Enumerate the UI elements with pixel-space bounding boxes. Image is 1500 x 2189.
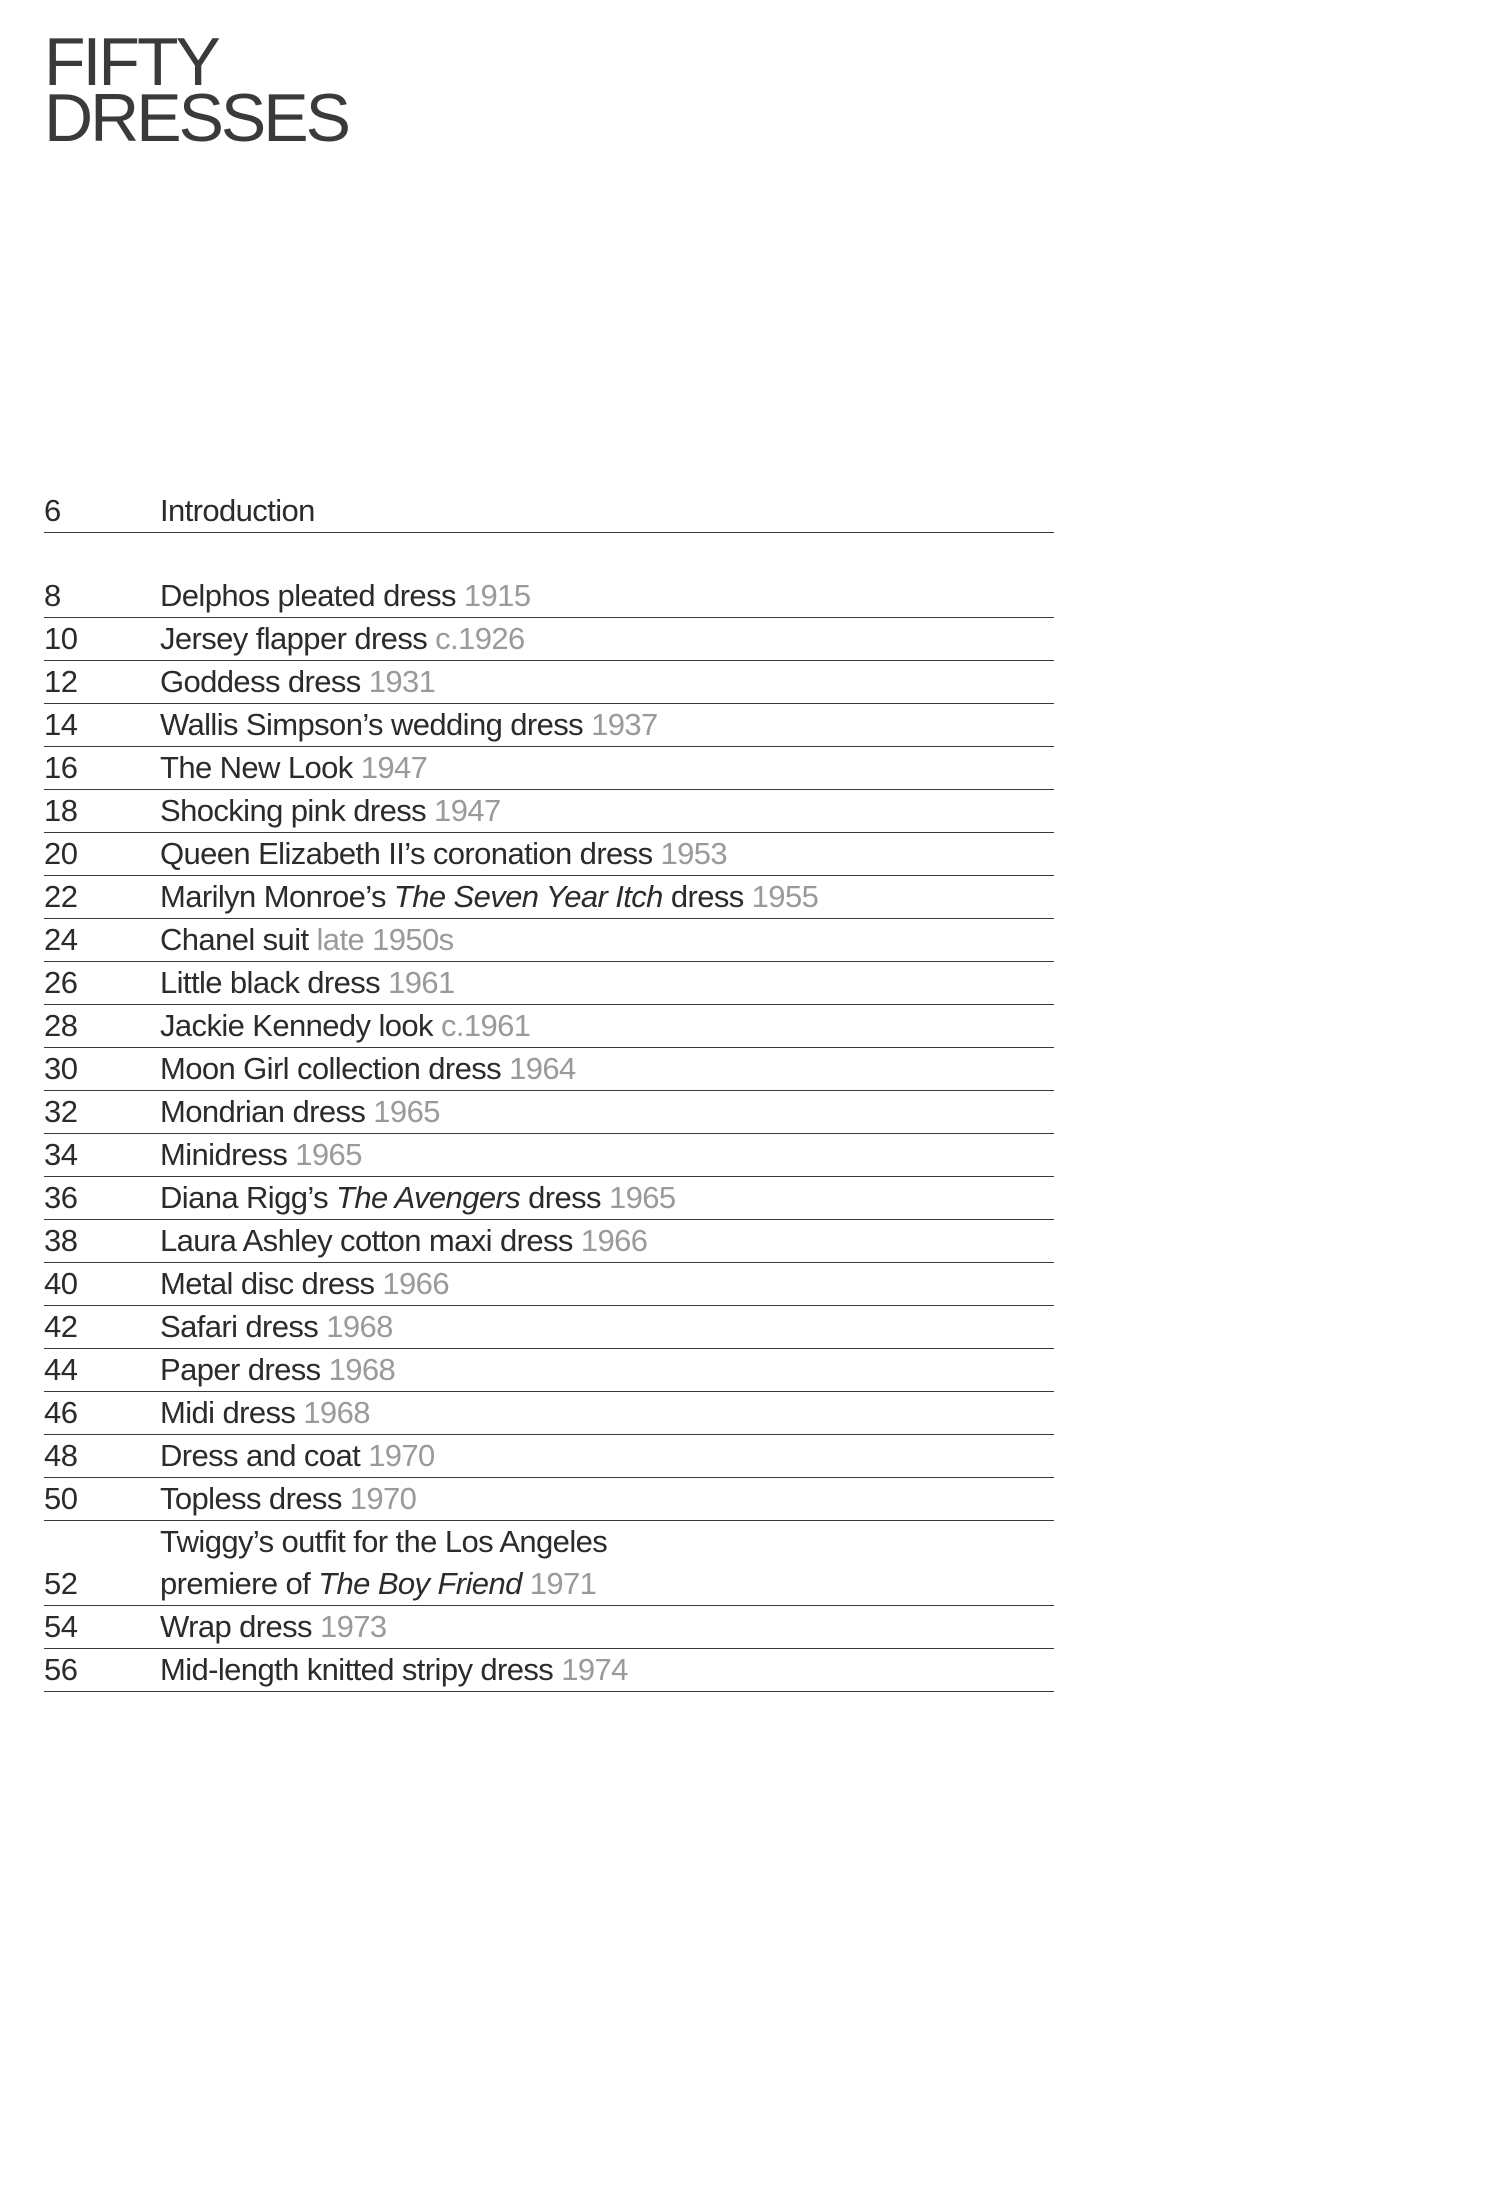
toc-entry-title [160, 618, 1054, 660]
toc-entry[interactable] [44, 962, 1054, 1005]
toc-entry[interactable] [44, 661, 1054, 704]
toc-entry[interactable] [44, 1478, 1054, 1521]
toc-entry-year: 1965 [608, 1180, 676, 1215]
toc-entry-text: Safari dress [160, 1309, 319, 1344]
toc-entry[interactable] [44, 575, 1054, 618]
toc-page-number: 36 [44, 1180, 78, 1215]
toc-page-number: 40 [44, 1266, 78, 1301]
toc-entry-year: 1968 [328, 1352, 396, 1387]
toc-page-number: 52 [44, 1566, 78, 1601]
toc-page-number: 48 [44, 1438, 78, 1473]
toc-entry-italic-title: The Avengers [336, 1180, 521, 1215]
toc-entry-year: 1974 [561, 1652, 628, 1687]
toc-entry[interactable] [44, 1048, 1054, 1091]
toc-entry-year: 1964 [509, 1051, 576, 1086]
toc-page-number: 38 [44, 1223, 78, 1258]
toc-entry-title [160, 1091, 1054, 1133]
toc-entry-title [160, 790, 1054, 832]
toc-entry-title [160, 575, 1054, 617]
toc-entry-year: 1970 [349, 1481, 417, 1516]
table-of-contents [44, 490, 1054, 1692]
toc-entry-text: Jackie Kennedy look [160, 1008, 433, 1043]
toc-page-number: 16 [44, 750, 78, 785]
toc-entry-title [160, 1263, 1054, 1305]
toc-page-number: 30 [44, 1051, 78, 1086]
toc-page-number: 34 [44, 1137, 78, 1172]
toc-entry-title [160, 1134, 1054, 1176]
toc-entry-title [160, 1606, 1054, 1648]
toc-entry-text: The New Look [160, 750, 353, 785]
title-line-1: FIFTY [44, 24, 218, 100]
toc-entry[interactable] [44, 747, 1054, 790]
toc-entry-text: Laura Ashley cotton maxi dress [160, 1223, 573, 1258]
toc-entry-year: 1937 [591, 707, 658, 742]
toc-page-number: 12 [44, 664, 78, 699]
toc-entry[interactable] [44, 1392, 1054, 1435]
toc-entry-year: 1971 [529, 1566, 597, 1601]
toc-entry[interactable] [44, 1263, 1054, 1306]
toc-entry[interactable] [44, 1606, 1054, 1649]
toc-entry[interactable] [44, 919, 1054, 962]
toc-entry-year: 1965 [373, 1094, 440, 1129]
toc-entry-year: 1931 [368, 664, 436, 699]
toc-entry-year: 1966 [382, 1266, 449, 1301]
title-line-2: DRESSES [44, 80, 348, 156]
toc-entry-title [160, 1478, 1054, 1520]
toc-entry-title [160, 1435, 1054, 1477]
toc-entry-text-suffix: dress [528, 1180, 601, 1215]
toc-entry-text: Moon Girl collection dress [160, 1051, 502, 1086]
toc-page-number: 54 [44, 1609, 78, 1644]
toc-entry-text: Midi dress [160, 1395, 296, 1430]
toc-entry[interactable] [44, 1005, 1054, 1048]
toc-entry-year: late 1950s [316, 922, 454, 957]
toc-entry-text: Queen Elizabeth II’s coronation dress [160, 836, 653, 871]
toc-entry-text: Mid-length knitted stripy dress [160, 1652, 554, 1687]
toc-page-number: 44 [44, 1352, 78, 1387]
toc-page-number: 42 [44, 1309, 78, 1344]
toc-entry-text: Minidress [160, 1137, 288, 1172]
toc-entry-year: 1915 [463, 578, 531, 613]
toc-entry[interactable] [44, 1091, 1054, 1134]
toc-entry-year: 1953 [660, 836, 728, 871]
toc-entry-title [160, 919, 1054, 961]
toc-entry-text: Paper dress [160, 1352, 321, 1387]
toc-entry-title [160, 1349, 1054, 1391]
toc-entry-title [160, 1048, 1054, 1090]
toc-entry-text: Little black dress [160, 965, 381, 1000]
toc-page-number: 32 [44, 1094, 78, 1129]
toc-entry[interactable] [44, 1649, 1054, 1692]
toc-entry[interactable] [44, 704, 1054, 747]
toc-entry-introduction[interactable] [44, 490, 1054, 533]
toc-entry-title-line: Twiggy’s outfit for the Los Angeles [160, 1524, 608, 1559]
toc-entry-title [160, 876, 1054, 918]
toc-entry-text: Dress and coat [160, 1438, 361, 1473]
toc-entry-title [160, 1220, 1054, 1262]
toc-entry-italic-title: The Seven Year Itch [393, 879, 663, 914]
toc-entry-title [160, 1392, 1054, 1434]
toc-entry[interactable] [44, 876, 1054, 919]
toc-entry-year: 1968 [303, 1395, 370, 1430]
toc-entry-list [44, 575, 1054, 1692]
toc-page-number: 22 [44, 879, 78, 914]
toc-entry-text: Shocking pink dress [160, 793, 427, 828]
toc-page-number: 10 [44, 621, 78, 656]
toc-entry[interactable] [44, 1435, 1054, 1478]
toc-entry-year: 1947 [360, 750, 428, 785]
toc-entry-year: 1965 [295, 1137, 362, 1172]
toc-page-number: 8 [44, 578, 61, 613]
toc-entry[interactable] [44, 1134, 1054, 1177]
toc-entry-title [160, 661, 1054, 703]
toc-page-number: 46 [44, 1395, 78, 1430]
toc-entry-text: Topless dress [160, 1481, 342, 1516]
toc-entry-title [160, 704, 1054, 746]
toc-page-number: 26 [44, 965, 78, 1000]
toc-page-number: 14 [44, 707, 78, 742]
toc-entry-year: 1968 [326, 1309, 393, 1344]
toc-entry-text: Goddess dress [160, 664, 361, 699]
toc-entry-title [160, 1306, 1054, 1348]
toc-entry-text-suffix: dress [670, 879, 744, 914]
toc-entry[interactable] [44, 833, 1054, 876]
toc-entry-title [160, 833, 1054, 875]
toc-page-number: 56 [44, 1652, 78, 1687]
toc-entry[interactable] [44, 1349, 1054, 1392]
toc-entry-text: Jersey flapper dress [160, 621, 428, 656]
toc-entry-italic-title: The Boy Friend [318, 1566, 522, 1601]
toc-entry-title: Introduction [160, 493, 315, 528]
toc-entry-year: 1955 [751, 879, 819, 914]
toc-entry-title [160, 1177, 1054, 1219]
toc-entry-text: Diana Rigg’s [160, 1180, 328, 1215]
toc-entry-text: Chanel suit [160, 922, 309, 957]
toc-entry-title [160, 1521, 1054, 1605]
toc-entry-title [160, 962, 1054, 1004]
toc-entry[interactable] [44, 1177, 1054, 1220]
toc-page-number: 24 [44, 922, 78, 957]
toc-entry-text: Wallis Simpson’s wedding dress [160, 707, 584, 742]
toc-entry-year: 1973 [319, 1609, 387, 1644]
toc-entry-text: Wrap dress [160, 1609, 312, 1644]
toc-page-number: 28 [44, 1008, 78, 1043]
toc-entry-year: 1966 [580, 1223, 648, 1258]
toc-entry-title [160, 1005, 1054, 1047]
toc-entry-text: Marilyn Monroe’s [160, 879, 386, 914]
toc-entry-title [160, 747, 1054, 789]
toc-page-number: 18 [44, 793, 78, 828]
toc-entry-text: premiere of [160, 1566, 311, 1601]
toc-entry-text: Delphos pleated dress [160, 578, 456, 613]
toc-entry[interactable] [44, 1306, 1054, 1349]
toc-entry[interactable] [44, 1220, 1054, 1263]
toc-entry[interactable] [44, 618, 1054, 661]
toc-page-number: 6 [44, 493, 61, 528]
toc-entry-title [160, 1649, 1054, 1691]
page-title [44, 24, 348, 156]
toc-entry-text: Mondrian dress [160, 1094, 366, 1129]
toc-entry-year: 1970 [368, 1438, 435, 1473]
toc-entry-text: Metal disc dress [160, 1266, 375, 1301]
toc-page-number: 50 [44, 1481, 78, 1516]
toc-entry[interactable] [44, 790, 1054, 833]
toc-entry-year: c.1926 [435, 621, 525, 656]
toc-entry-year: 1961 [388, 965, 455, 1000]
toc-page-number: 20 [44, 836, 78, 871]
toc-entry-year: c.1961 [440, 1008, 531, 1043]
toc-entry[interactable] [44, 1521, 1054, 1606]
toc-entry-year: 1947 [434, 793, 501, 828]
